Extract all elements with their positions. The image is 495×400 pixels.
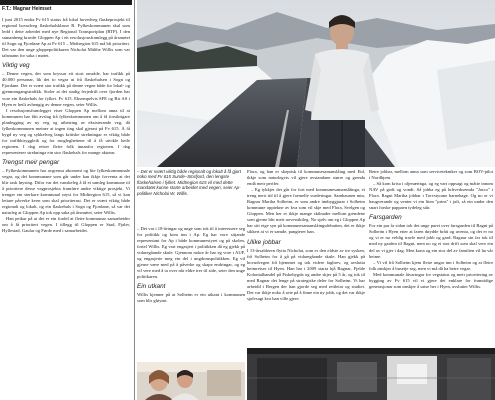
article-column-3 xyxy=(247,169,365,302)
paragraph: Med kommunale åtvaringar for vegstatus og meir prioritering av bygging av Fv 615 vil vi gjere det enklare for framtidige generasjonar som ønskjer å satse her i Hyen, avslutter Willis. xyxy=(369,271,493,289)
header-bar xyxy=(0,0,132,5)
paragraph: Han peikar på at det er ein fordel at fleire kommunar samarbeider om å få prioritert vegen. I tillegg til Gloppen er Stad, Fjaler, Hyllestad, Gaular og Førde med i samarbeidet. xyxy=(2,216,130,234)
paragraph: I juni 2015 endra Fv 615 status frå lokal hovedveg flaskeprosjekt til regional hovudveg flaskehalsklasse B. Fylkeskommunen skal som ledd i dette arbeidet med nye Regional Transportplan (RTP). I den samanheng kravde Gloppen Ap i eit resolusjonsframlegg på årsmøtet til Sogn og Fjordane Ap at Fv 615 – Midtregion 615 må bli prioritert. Det var den unge gloppepolitikaren Nicholai Mälthe Willis som var talsmann for saka i møtet. xyxy=(2,17,130,59)
paragraph: I resolusjonsframlegget viser Gloppen Ap mellom anna til at kommunen har fått avslag frå fylkeskommunen om å få forsiktigare planlegging av ny veg og utbetring av eksisterande veg, då fylkeskommunen meiner at ingen ting skal gjerast på Fv 615. Å få bygd ny veg og sykkelveg langs kritiske strekningar er viktig både for trafikktryggleik og for moglegheitene til å få utvikle heile regionen. I dag reiser fleire folk innanfor regionen. I dag representerer strekninga ein stor flaskehals for mange aktørar. xyxy=(2,107,130,155)
article-column-2 xyxy=(137,226,245,305)
interior-photo xyxy=(247,348,495,400)
subheading-farsgarden: Farsgarden xyxy=(369,214,402,222)
paragraph: Flora, og han er skeptisk til kommunesamanslåing med Eid, ikkje som naturlegvis vil gjere avstandane større og grenda endå meir perifer. xyxy=(247,169,365,187)
paragraph: – Vi vil frå Solheim kjem fleire ungar inn i Solheim og at fleire folk ønskjer å busetje seg, men vi må då ha betre vegar. xyxy=(369,259,493,271)
paragraph: Betre jobbar, mellom anna som servicetekniker og som BOV-pilot i Nordhjem. xyxy=(369,169,493,181)
byline: F.T.: Magnar Heimset xyxy=(2,6,52,12)
subheading-ulike-jobbar: Ulike jobbar xyxy=(247,238,281,246)
subheading-viktig-veg: Viktig veg xyxy=(2,62,30,70)
column-divider xyxy=(134,0,135,400)
subheading-trengst-meir-pengar: Trengst meir pengar xyxy=(2,158,60,166)
paragraph: – Eg tykkjer det går for fort med kommunesamanslåinga, ei treng meir tid til å gjere formelle vurderingar. Sambaunen min, Ragnar Martha Solheim, er som andre innbyggjarar i Solheim kommune opptekne av kva som vil skje med Flora, Svelgen og Gloppen. Men her er ikkje mange skilnader mellom grendene som gjerne blir meir uoversiktleg. No sjølv om eg i Gloppen Ap har sitt eige syn på kommunesamanslåingsdebatten, det er ikkje sikkert at vi er samde, pangterer han. xyxy=(247,187,365,235)
road-portrait-image xyxy=(137,0,495,167)
paragraph: I 13-årsalderen flytta Nicholai, som er den eldste av tre sysken, frå Solheim for å gå på vidaregåande skule. Han gjekk på hovudvegen frå hjemmet og tok videre fagbrev, og avslutta heimreiser til Hyen. Han har i 2009 starta hjå Ragnar, Fjelde Kolonialhandel på Fiskebygda og andre skjer på 5 år, og tok til med Ragnar det lenge på strategiske deler for Solheim. Vi har arbeidd i Bergen der han gjorde seg med rettleiar og studiet. Det var ikkje noko å seie på å finne ein ny jobb, og det var ikkje sjølvsagt kva han ville gjere. xyxy=(247,247,365,301)
main-photo xyxy=(137,0,495,167)
interior-image xyxy=(247,348,495,400)
photo-caption: – Det er svært viktig både regionalt og lokalt å få gjort noko med Fv 615 Sunde–Storfjord, den lengste flaskehalsen i fylket. Midtregion 615 vil med dette mandatet kunne starte arbeidet med vegen, seier Ap-politiker Nicholai W. Willis. xyxy=(137,169,241,196)
paragraph: For ein par år sidan tok det unge paret over farsgarden til Ragni på Solheim i Hyen etter at faren døydde brått og uventa, og det er no og vi er no veldig travle med jobb og gard. Ragnar sin far tok til med ny garden til Ragni, men no og ei stor drift som skal vere ein del av vi gjer i dag. Men kona og ein stor del av familien vil ha vår heime. xyxy=(369,223,493,259)
paragraph: Willis kjenner på at Solheim er ein utkant i kommunen som blir gløymt. xyxy=(137,292,245,304)
subheading-ein-utkant: Ein utkant xyxy=(137,283,166,291)
paragraph: – Denne vegen, der som kryssar eit stort område, har trafikk på 40.000 personar, lik det to vegar ut frå flaskehalsen i Sogn og Fjordane. Det er svært stor trafikk på denne vegen både for lokal- og gjennomgangstrafikk. Stoler at det stadig ferjedrift over fjorden har vore ein flaskehals for fylket. Fv 615. Eksempelvis SFE og Bir AS i Hyen er heilt avhengig av denne vegen, seier Willis. xyxy=(2,71,130,107)
couple-image xyxy=(137,362,245,400)
paragraph: – Fylkeskommunen har avgrensa økonomi og lite fylkeskommunale vegar, og dei kommunane som går under kan ikkje forventa at det blir rask løysing. Difor var det vanskeleg å få ei samleg kommune til å prioritere desse vegprosjekta framføre andre viktige prosjekt. Vi trenger ein sterkare kommunal røyst for Midtregion 615, så vi kan lettare påverke kven som skal prioriterast. Det er svært viktig både regionalt og lokalt, og ein flaskehals i Sogn og Fjordane, så var det naturleg at Gloppen Ap tok opp saka på årsmøtet, seier Willis. xyxy=(2,167,130,216)
paragraph: – Det var i 18-åringar og unge som tok til å interessere seg for politikk og kom inn i Ap. Eg har vore sitjande representant for Ap i både kommunestyret og på skolen, fortel Willis. Eg vart engasjert i politikken då eg gjekk på vidaregåande skule. Gjennom nokre år har eg vore i AUF, og engasjerte meg ein del i ungdomspolitikken. Eg vil gjerne være med på å påverke og skape endringar, og eg vil vere med å ta over når eldre trer til side, seier den unge politikaren. xyxy=(137,226,245,280)
paragraph: – Så kom krisa i oljenæringa, og eg vart oppsagt og måtte innom NAV på godt og vondt. Så jobba eg på luftverksemda "Jasco" i Flora. Ragni Martha jobbar i Torvstyrane barnehage. Og no er vi haugverande og venter vi ein liten "prins" i juli, så ein under den snart forske pappaen tydeleg står. xyxy=(369,181,493,211)
article-column-4 xyxy=(369,169,493,290)
couple-photo xyxy=(137,362,245,400)
article-column-1 xyxy=(2,17,130,235)
